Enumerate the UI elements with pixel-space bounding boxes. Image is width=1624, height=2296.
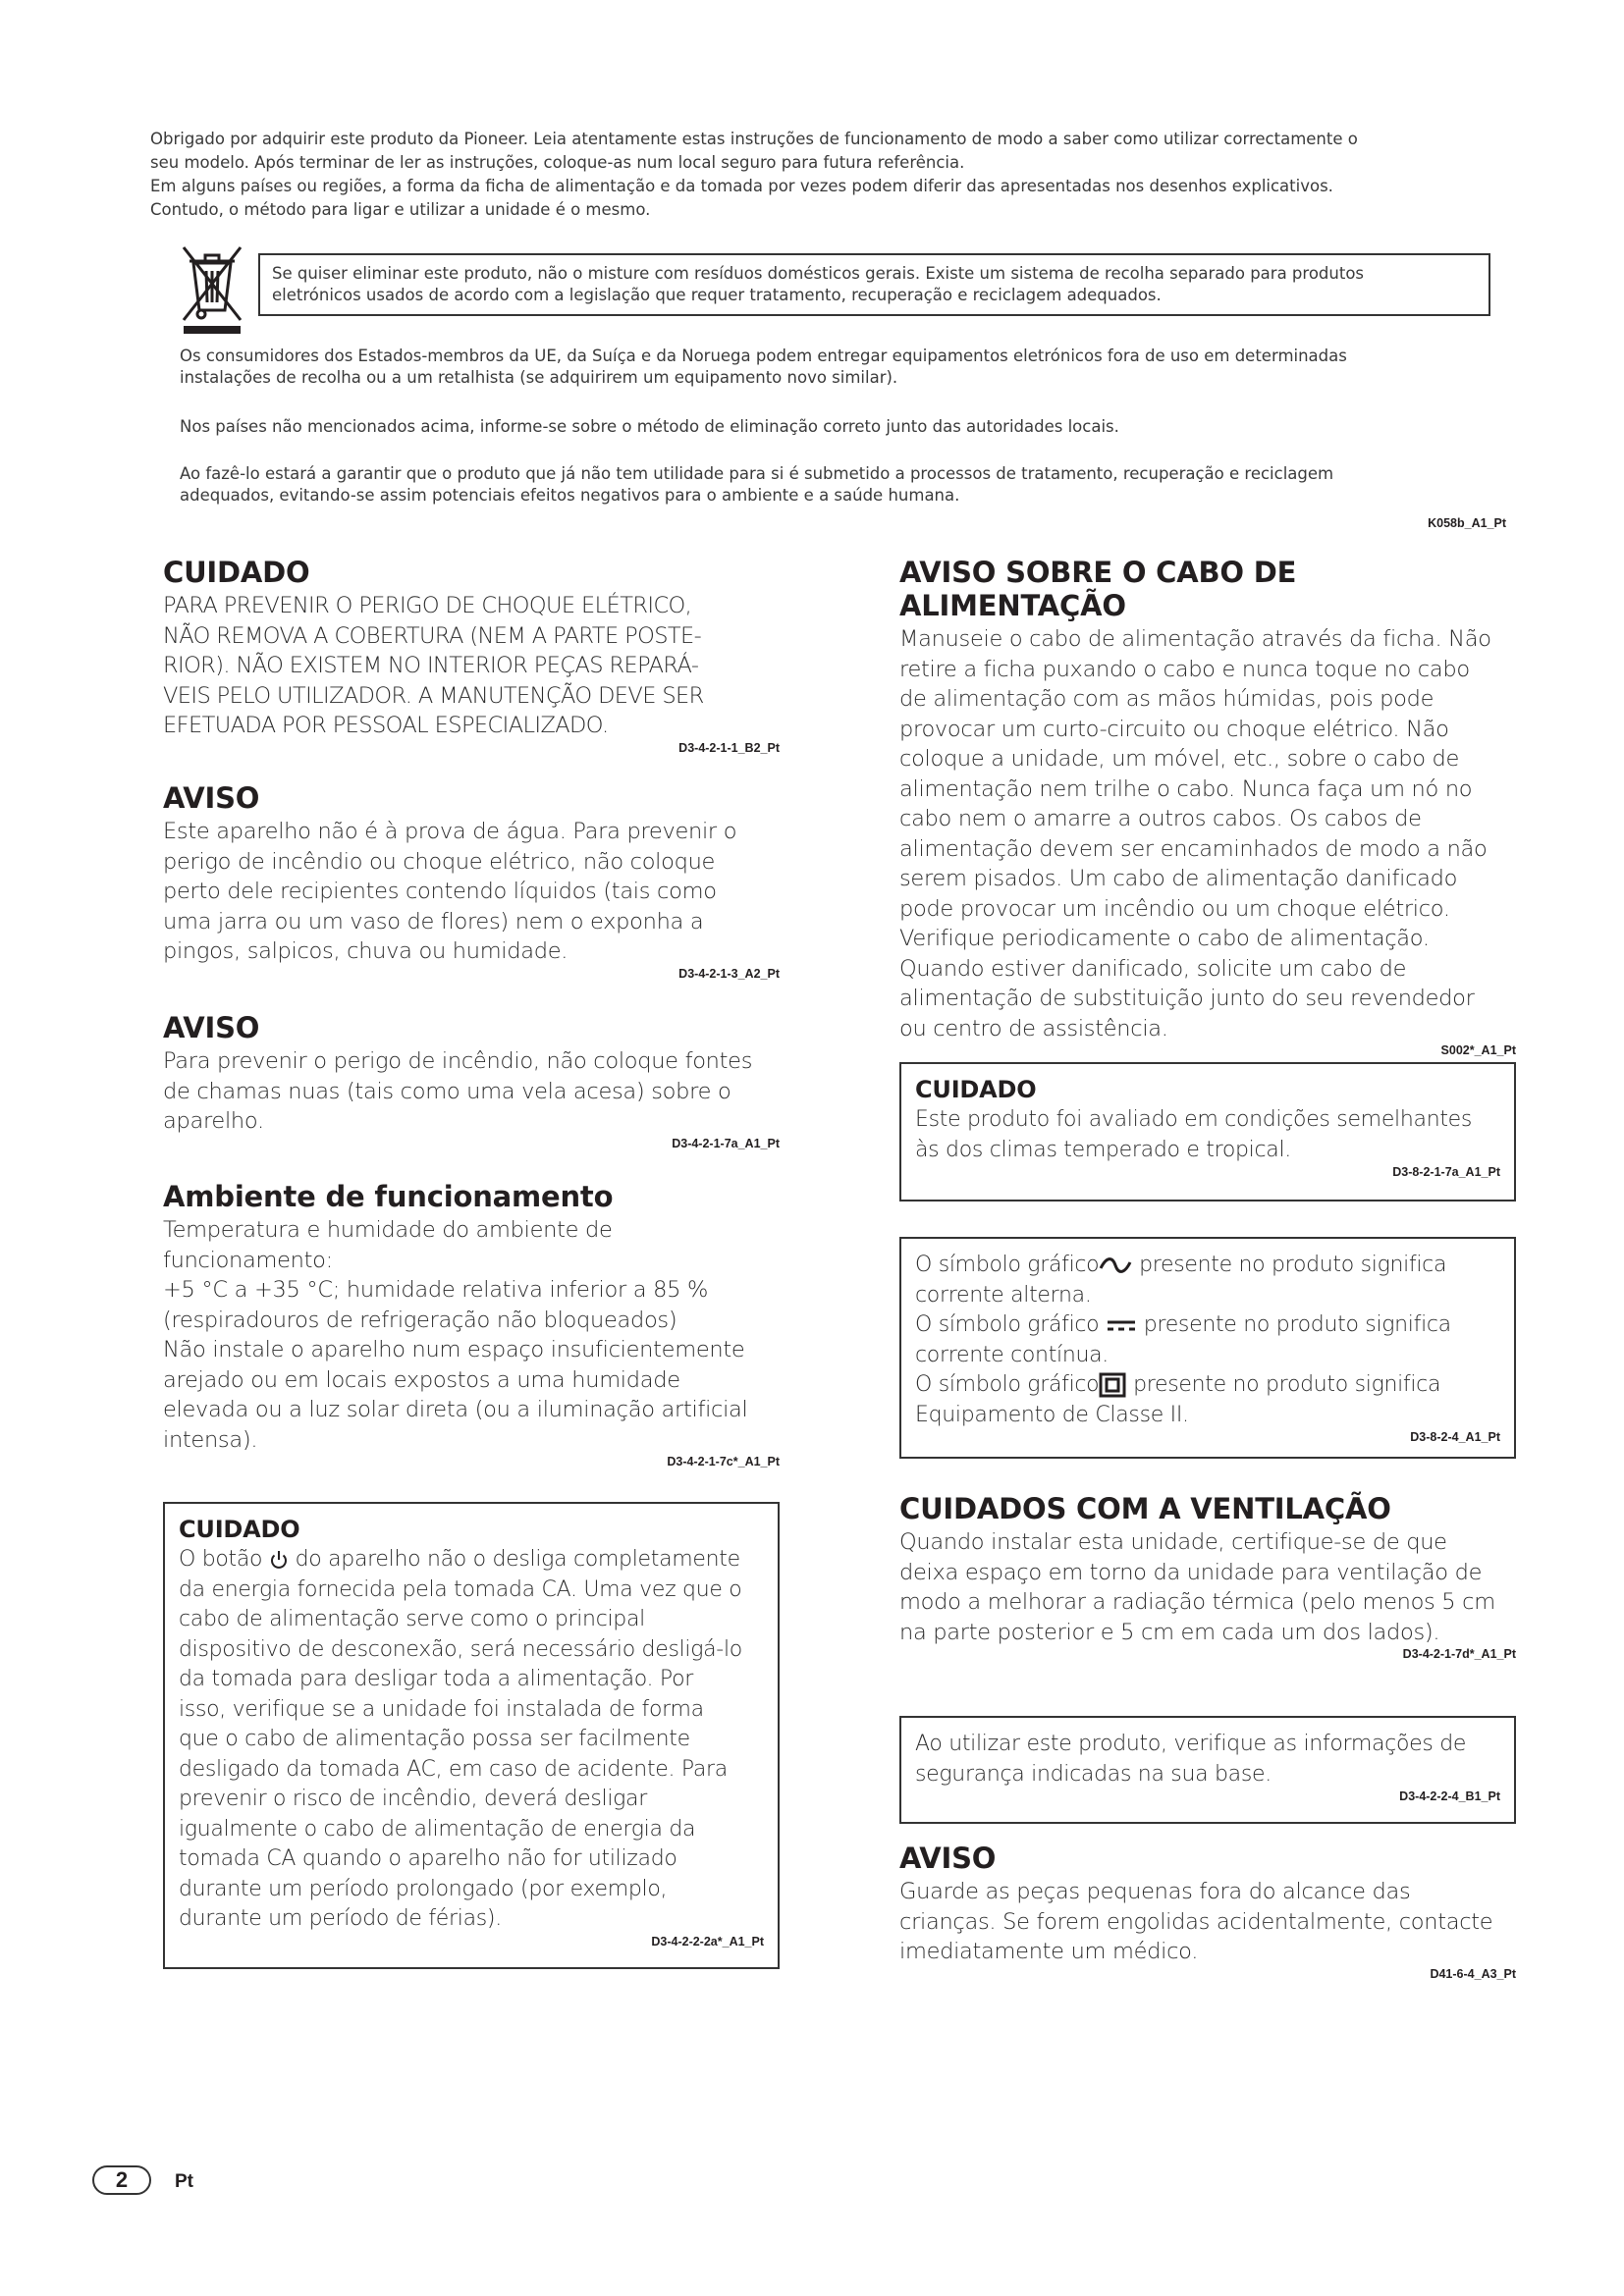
section-line: EFETUADA POR PESSOAL ESPECIALIZADO. xyxy=(163,713,609,738)
section-line: Quando estiver danificado, solicite um cabo de xyxy=(899,955,1407,982)
disposal-line: Nos países não mencionados acima, informe-se sobre o método de eliminação correto junto das autoridades locais. xyxy=(180,417,1119,436)
reference-code: D41-6-4_A3_Pt xyxy=(1430,1966,1516,1981)
section-line: perto dele recipientes contendo líquidos (tais como xyxy=(163,879,717,904)
section-line: pode provocar um incêndio ou um choque elétrico. xyxy=(899,895,1450,922)
section-line: isso, verifique se a unidade foi instalada de forma xyxy=(179,1696,704,1722)
aviso-section xyxy=(163,781,780,981)
section-title: CUIDADOS COM A VENTILAÇÃO xyxy=(899,1492,1391,1525)
section-line: às dos climas temperado e tropical. xyxy=(915,1137,1291,1162)
section-line: Não instale o aparelho num espaço insuficientemente xyxy=(163,1337,745,1362)
section-line: durante um período de férias). xyxy=(179,1906,502,1931)
line-text: presente no produto significa xyxy=(1139,1253,1447,1277)
section-line: tomada CA quando o aparelho não for utilizado xyxy=(179,1846,677,1871)
section-title: AVISO xyxy=(899,1842,997,1875)
section-title: CUIDADO xyxy=(163,556,310,589)
disposal-paragraph xyxy=(180,416,1495,438)
alternating-current-icon xyxy=(1099,1255,1132,1276)
disposal-line: adequados, evitando-se assim potenciais efeitos negativos para o ambiente e a saúde humana. xyxy=(180,486,960,505)
section-line: alimentação devem ser encaminhados de modo a não xyxy=(899,835,1488,862)
reference-code: D3-4-2-1-3_A2_Pt xyxy=(678,966,780,981)
section-line: desligado da tomada AC, em caso de acidente. Para xyxy=(179,1756,728,1782)
line-text: presente no produto significa xyxy=(1133,1372,1441,1397)
disposal-line: Os consumidores dos Estados-membros da UE, da Suíça e da Noruega podem entregar equipamentos eletrónicos fora de uso em determinadas xyxy=(180,347,1347,365)
section-line: retire a ficha puxando o cabo e nunca toque no cabo xyxy=(899,656,1470,682)
intro-line: Contudo, o método para ligar e utilizar a unidade é o mesmo. xyxy=(150,200,651,219)
ambiente-section xyxy=(163,1180,780,1468)
section-title: Ambiente de funcionamento xyxy=(163,1180,614,1213)
section-title: AVISO SOBRE O CABO DE ALIMENTAÇÃO xyxy=(899,556,1297,622)
reference-code: D3-4-2-1-7d*_A1_Pt xyxy=(1402,1647,1516,1661)
intro-line: Obrigado por adquirir este produto da Pioneer. Leia atentamente estas instruções de funcionamento de modo a saber como utilizar correctamente o xyxy=(150,130,1358,148)
symbol-line xyxy=(915,1251,1500,1281)
section-title: AVISO xyxy=(163,781,260,815)
section-line: PARA PREVENIR O PERIGO DE CHOQUE ELÉTRICO, xyxy=(163,593,692,618)
aviso-pecas-section xyxy=(899,1842,1516,1981)
section-line: +5 °C a +35 °C; humidade relativa inferior a 85 % xyxy=(163,1277,709,1303)
section-line: imediatamente um médico. xyxy=(899,1939,1199,1964)
reference-code: D3-4-2-2-2a*_A1_Pt xyxy=(651,1934,764,1949)
reference-code: K058b_A1_Pt xyxy=(1428,516,1506,530)
disposal-line: Ao fazê-lo estará a garantir que o produto que já não tem utilidade para si é submetido a processos de tratamento, recuperação e reciclagem xyxy=(180,464,1334,483)
line-text: O símbolo gráfico xyxy=(915,1253,1100,1277)
section-line xyxy=(179,1545,764,1575)
section-line: prevenir o risco de incêndio, deverá desligar xyxy=(179,1787,647,1811)
section-line: perigo de incêndio ou choque elétrico, não coloque xyxy=(163,848,716,875)
reference-code: D3-4-2-1-7c*_A1_Pt xyxy=(667,1455,780,1468)
intro-line: seu modelo. Após terminar de ler as instruções, coloque-as num local seguro para futura referência. xyxy=(150,153,965,172)
section-line: segurança indicadas na sua base. xyxy=(915,1761,1272,1787)
section-line: Verifique periodicamente o cabo de alimentação. xyxy=(899,926,1430,951)
reference-code: D3-8-2-1-7a_A1_Pt xyxy=(1392,1165,1500,1179)
intro-text xyxy=(150,128,1505,222)
section-line: modo a melhorar a radiação térmica (pelo menos 5 cm xyxy=(899,1589,1495,1615)
section-line: NÃO REMOVA A COBERTURA (NEM A PARTE POSTE- xyxy=(163,622,702,649)
symbol-line: corrente contínua. xyxy=(915,1342,1109,1367)
disposal-line: instalações de recolha ou a um retalhista (se adquirirem um equipamento novo similar). xyxy=(180,368,898,387)
section-line: dispositivo de desconexão, será necessário desligá-lo xyxy=(179,1636,742,1662)
line-text: presente no produto significa xyxy=(1143,1312,1451,1337)
section-line: da energia fornecida pela tomada CA. Uma vez que o xyxy=(179,1576,742,1602)
class-ii-icon xyxy=(1099,1372,1126,1398)
symbol-line xyxy=(915,1310,1500,1341)
line-text: do aparelho não o desliga completamente xyxy=(288,1547,740,1572)
reference-code: D3-8-2-4_A1_Pt xyxy=(1410,1430,1500,1444)
section-line: intensa). xyxy=(163,1426,258,1453)
page-number: 2 xyxy=(92,2165,151,2195)
section-line: igualmente o cabo de alimentação de energia da xyxy=(179,1816,696,1842)
section-line: provocar um curto-circuito ou choque elétrico. Não xyxy=(899,716,1449,742)
weee-notice xyxy=(180,243,1495,338)
section-line: de chamas nuas (tais como uma vela acesa) sobre o xyxy=(163,1078,731,1104)
section-line: Ao utilizar este produto, verifique as informações de xyxy=(915,1732,1467,1756)
section-line: que o cabo de alimentação possa ser facilmente xyxy=(179,1727,690,1751)
section-line: (respiradouros de refrigeração não bloqueados) xyxy=(163,1307,677,1333)
line-text: O símbolo gráfico xyxy=(915,1312,1100,1337)
section-line: alimentação nem trilhe o cabo. Nunca faça um nó no xyxy=(899,775,1473,802)
weee-box xyxy=(258,253,1490,316)
section-line: Quando instalar esta unidade, certifique-se de que xyxy=(899,1529,1447,1555)
symbol-line: corrente alterna. xyxy=(915,1282,1092,1308)
section-line: deixa espaço em torno da unidade para ventilação de xyxy=(899,1559,1483,1585)
section-title: AVISO xyxy=(163,1011,260,1044)
section-line: pingos, salpicos, chuva ou humidade. xyxy=(163,938,568,964)
disposal-paragraph xyxy=(180,463,1495,507)
section-line: da tomada para desligar toda a alimentação. Por xyxy=(179,1667,693,1691)
symbol-line: Equipamento de Classe II. xyxy=(915,1402,1189,1427)
cuidado-section xyxy=(163,556,780,755)
reference-code: D3-4-2-2-4_B1_Pt xyxy=(1399,1789,1500,1803)
disposal-paragraph xyxy=(180,346,1495,389)
seguranca-box xyxy=(899,1716,1516,1824)
direct-current-icon xyxy=(1106,1314,1137,1336)
intro-line: Em alguns países ou regiões, a forma da ficha de alimentação e da tomada por vezes podem diferir das apresentadas nos desenhos explicativos. xyxy=(150,177,1333,195)
symbol-line xyxy=(915,1370,1500,1401)
reference-code: S002*_A1_Pt xyxy=(1440,1043,1516,1057)
aviso-cabo-section xyxy=(899,556,1516,1057)
section-line: funcionamento: xyxy=(163,1247,333,1273)
symbols-box xyxy=(899,1237,1516,1459)
line-text: O botão xyxy=(179,1547,269,1572)
crossed-bin-icon xyxy=(180,243,244,336)
standby-power-icon xyxy=(269,1549,289,1571)
section-title: CUIDADO xyxy=(179,1516,300,1543)
section-line: Manuseie o cabo de alimentação através da ficha. Não xyxy=(899,626,1491,652)
aviso-section xyxy=(163,1011,780,1150)
reference-code: D3-4-2-1-7a_A1_Pt xyxy=(672,1136,780,1150)
section-line: Temperatura e humidade do ambiente de xyxy=(163,1217,613,1243)
page-language: Pt xyxy=(175,2171,193,2192)
line-text: O símbolo gráfico xyxy=(915,1372,1100,1397)
section-line: cabo de alimentação serve como o principal xyxy=(179,1607,645,1631)
section-title: CUIDADO xyxy=(915,1076,1037,1103)
weee-box-line: Se quiser eliminar este produto, não o misture com resíduos domésticos gerais. Existe um sistema de recolha separado para produtos xyxy=(272,264,1365,283)
section-line: aparelho. xyxy=(163,1108,264,1134)
section-line: crianças. Se forem engolidas acidentalmente, contacte xyxy=(899,1908,1493,1935)
section-line: de alimentação com as mãos húmidas, pois pode xyxy=(899,686,1435,712)
section-line: cabo nem o amarre a outros cabos. Os cabos de xyxy=(899,806,1422,831)
cuidado-power-box xyxy=(163,1502,780,1969)
ventilacao-section xyxy=(899,1492,1516,1661)
section-line: ou centro de assistência. xyxy=(899,1015,1168,1041)
section-line: Guarde as peças pequenas fora do alcance das xyxy=(899,1879,1411,1904)
section-line: elevada ou a luz solar direta (ou a iluminação artificial xyxy=(163,1397,748,1422)
section-line: na parte posterior e 5 cm em cada um dos lados). xyxy=(899,1619,1440,1645)
section-line: serem pisados. Um cabo de alimentação danificado xyxy=(899,866,1458,891)
section-line: Para prevenir o perigo de incêndio, não coloque fontes xyxy=(163,1048,753,1074)
section-line: uma jarra ou um vaso de flores) nem o exponha a xyxy=(163,908,704,934)
section-line: RIOR). NÃO EXISTEM NO INTERIOR PEÇAS REPARÁ- xyxy=(163,653,699,678)
section-line: alimentação de substituição junto do seu revendedor xyxy=(899,986,1475,1011)
section-line: Este produto foi avaliado em condições semelhantes xyxy=(915,1107,1473,1132)
section-line: durante um período prolongado (por exemplo, xyxy=(179,1876,668,1901)
section-line: Este aparelho não é à prova de água. Para prevenir o xyxy=(163,819,737,844)
cuidado-clima-box xyxy=(899,1062,1516,1201)
section-line: coloque a unidade, um móvel, etc., sobre o cabo de xyxy=(899,746,1460,772)
section-line: arejado ou em locais expostos a uma humidade xyxy=(163,1366,680,1393)
weee-box-line: eletrónicos usados de acordo com a legislação que requer tratamento, recuperação e reciclagem adequados. xyxy=(272,286,1162,304)
reference-code: D3-4-2-1-1_B2_Pt xyxy=(678,740,780,755)
section-line: VEIS PELO UTILIZADOR. A MANUTENÇÃO DEVE SER xyxy=(163,682,704,709)
